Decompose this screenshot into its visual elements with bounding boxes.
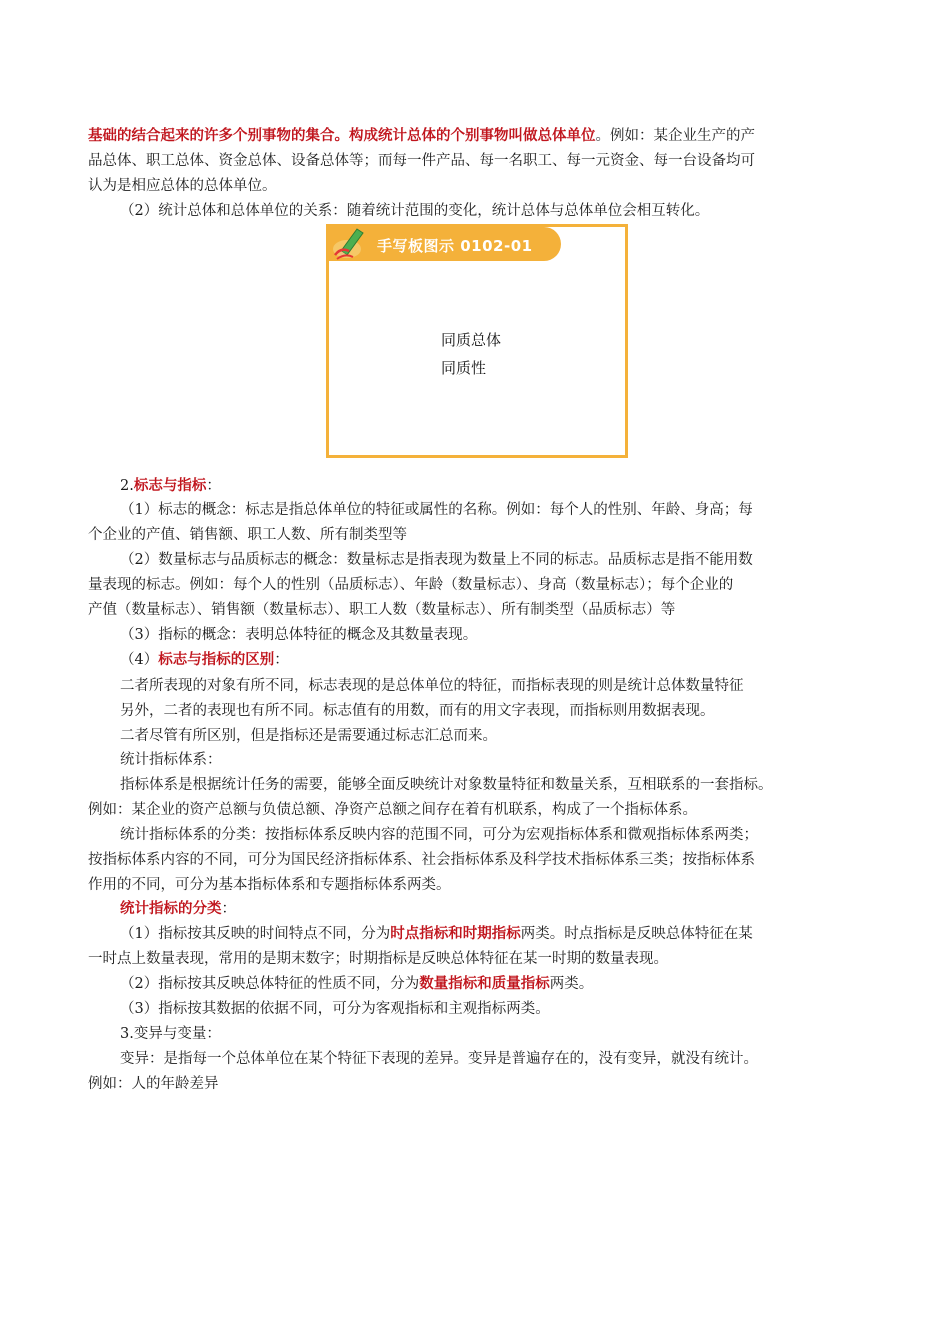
class-1b: 一时点上数量表现，常用的是期末数字；时期指标是反映总体特征在某一时期的数量表现。 [88,951,668,967]
para-1a: （1）标志的概念：标志是指总体单位的特征或属性的名称。例如：每个人的性别、年龄、身高；每 [120,502,753,518]
handwriting-board [326,224,628,458]
class-3: （3）指标按其数据的依据不同，可分为客观指标和主观指标两类。 [120,1001,550,1017]
class-2: （2）指标按其反映总体特征的性质不同，分为数量指标和质量指标两类。 [120,976,594,992]
para-2a: （2）数量标志与品质标志的概念：数量标志是指表现为数量上不同的标志。品质标志是指不能用数 [120,552,753,568]
system-para-2b: 按指标体系内容的不同，可分为国民经济指标体系、社会指标体系及科学技术指标体系三类；按指标体系 [88,852,755,868]
intro-line-3: 认为是相应总体的总体单位。 [88,178,277,194]
section-3-heading: 3.变异与变量： [120,1026,221,1042]
system-para-2a: 统计指标体系的分类：按指标体系反映内容的范围不同，可分为宏观指标体系和微观指标体系两类； [120,827,758,843]
board-title-tab [329,227,561,261]
pencil-icon [327,221,371,265]
section-2-heading: 2.标志与指标： [120,478,221,494]
board-line-2: 同质性 [441,359,487,377]
system-title: 统计指标体系： [120,752,222,768]
variation-line-1: 变异：是指每一个总体单位在某个特征下表现的差异。变异是普遍存在的，没有变异，就没有统计。 [120,1051,758,1067]
intro-line-2: 品总体、职工总体、资金总体、设备总体等；而每一件产品、每一名职工、每一元资金、每一台设备均可 [88,153,755,169]
board-line-1: 同质总体 [441,331,502,349]
para-3: （3）指标的概念：表明总体特征的概念及其数量表现。 [120,627,478,643]
board-title: 手写板图示 0102-01 [377,237,533,255]
class-1a: （1）指标按其反映的时间特点不同，分为时点指标和时期指标两类。时点指标是反映总体特征在某 [120,926,753,942]
highlight-definition: 基础的结合起来的许多个别事物的集合。构成统计总体的个别事物叫做总体单位 [88,128,596,144]
para-2b: 量表现的标志。例如：每个人的性别（品质标志）、年龄（数量标志）、身高（数量标志）；每个企业的 [88,577,734,593]
variation-line-2: 例如：人的年龄差异 [88,1076,219,1092]
para-1b: 个企业的产值、销售额、职工人数、所有制类型等 [88,527,407,543]
para-4-heading: （4）标志与指标的区别： [120,652,289,668]
para-2c: 产值（数量标志）、销售额（数量标志）、职工人数（数量标志）、所有制类型（品质标志）等 [88,602,676,618]
intro-line-4: （2）统计总体和总体单位的关系：随着统计范围的变化，统计总体与总体单位会相互转化。 [120,203,710,219]
system-para-2c: 作用的不同，可分为基本指标体系和专题指标体系两类。 [88,877,451,893]
diff-line-2: 另外，二者的表现也有所不同。标志值有的用数，而有的用文字表现，而指标则用数据表现。 [120,703,715,719]
classification-heading: 统计指标的分类： [120,901,236,917]
intro-line-1: 基础的结合起来的许多个别事物的集合。构成统计总体的个别事物叫做总体单位。例如：某企业生产的产 [88,128,755,144]
diff-line-3: 二者尽管有所区别，但是指标还是需要通过标志汇总而来。 [120,728,497,744]
system-para-1a: 指标体系是根据统计任务的需要，能够全面反映统计对象数量特征和数量关系，互相联系的一套指标。 [120,777,773,793]
system-para-1b: 例如：某企业的资产总额与负债总额、净资产总额之间存在着有机联系，构成了一个指标体系。 [88,802,697,818]
diff-line-1: 二者所表现的对象有所不同，标志表现的是总体单位的特征，而指标表现的则是统计总体数量特征 [120,678,744,694]
